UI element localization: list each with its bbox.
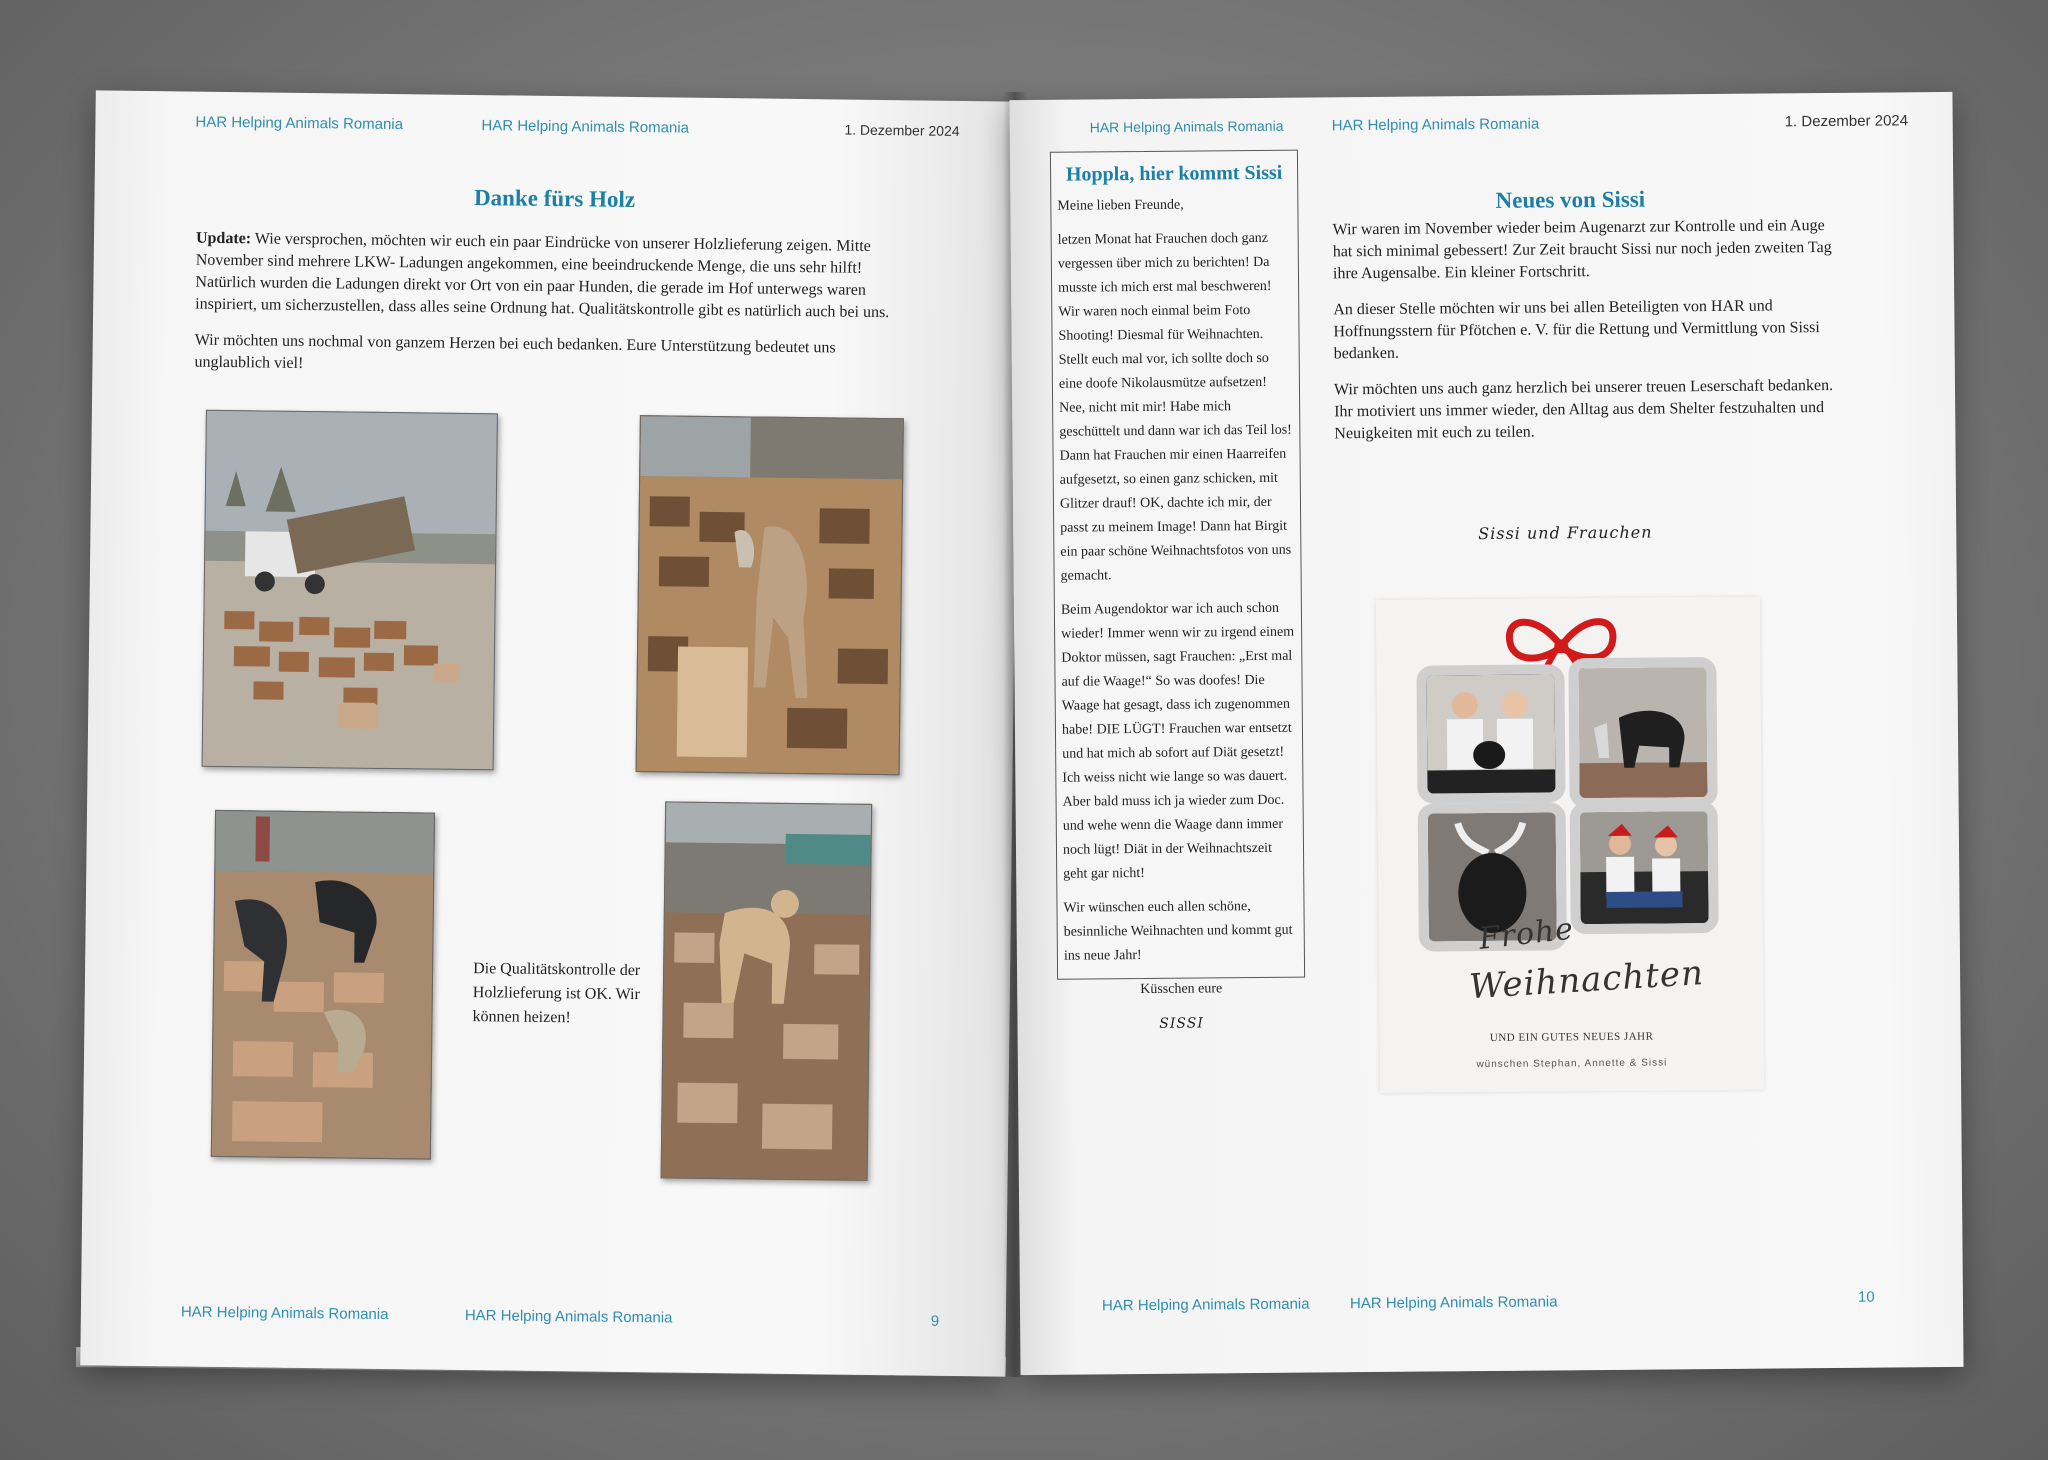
footer-brand-2: HAR Helping Animals Romania	[464, 1306, 673, 1327]
christmas-card	[1376, 597, 1764, 1093]
photo-couple-dog	[1416, 664, 1565, 803]
photo-light-dog	[661, 801, 873, 1181]
paragraph-thanks: Wir möchten uns nochmal von ganzem Herzen bei euch bedanken. Eure Unterstützung bedeutet uns unglaublich viel!	[194, 331, 836, 372]
paragraph-update: Update: Wie versprochen, möchten wir euch ein paar Eindrücke von unserer Holzlieferung zeigen. Mitte November sind mehrere LKW- Ladungen angekommen, eine beeindruckende Menge, die uns sehr hilft! Natürlich wurden die Ladungen direkt vor Ort von ein paar Hunden, die gerade im Hof unterwegs waren inspiriert, um sicherzustellen, dass alles seine Ordnung hat. Qualitätskontrolle gibt es natürlich auch bei uns.	[195, 229, 890, 322]
photo-black-dogs	[211, 810, 435, 1160]
news-paragraph-3: Wir möchten uns auch ganz herzlich bei unserer treuen Leserschaft bedanken. Ihr motiviert uns immer wieder, den Alltag aus dem Shelter festzuhalten und Neuigkeiten mit euch zu teilen.	[1333, 376, 1834, 443]
news-title: Neues von Sissi	[1495, 186, 1646, 213]
card-script-frohe: Frohe	[1477, 911, 1576, 957]
header-date: 1. Dezember 2024	[844, 121, 960, 139]
woodpile-photo-illustration	[637, 416, 903, 774]
header-brand-2: HAR Helping Animals Romania	[1331, 115, 1540, 135]
sissi-greeting: Meine lieben Freunde,	[1057, 197, 1184, 214]
article-body	[194, 228, 916, 397]
news-body	[1333, 215, 1835, 459]
header-brand-2: HAR Helping Animals Romania	[481, 117, 690, 137]
photo-caption: Die Qualitätskontrolle der Holzlieferung ist OK. Wir können heizen!	[472, 960, 641, 1027]
page-number: 10	[1857, 1288, 1875, 1306]
news-paragraph-1: Wir waren im November wieder beim Augenarzt zur Kontrolle und ein Auge hat sich minimal gebessert! Zur Zeit braucht Sissi nur noch jeden zweiten Tag ihre Augensalbe. Ein kleiner Fortschritt.	[1332, 217, 1832, 283]
news-paragraph-2: An dieser Stelle möchten wir uns bei allen Beteiligten von HAR und Hoffnungsstern für Pfötchen e. V. für die Rettung und Vermittlung von Sissi bedanken.	[1333, 297, 1820, 363]
page-number: 9	[930, 1312, 940, 1330]
header-brand-1: HAR Helping Animals Romania	[195, 113, 404, 134]
photo-truck-wood	[202, 410, 498, 771]
header-date: 1. Dezember 2024	[1784, 112, 1909, 131]
sissi-signature: SISSI	[1159, 1015, 1204, 1032]
photo-couple-hats	[1570, 801, 1719, 934]
update-label: Update:	[195, 229, 252, 248]
page-title: Danke fürs Holz	[473, 185, 636, 212]
card-line-new-year: UND EIN GUTES NEUES JAHR	[1489, 1030, 1654, 1044]
card-line-signatures: wünschen Stephan, Annette & Sissi	[1476, 1057, 1668, 1071]
header-brand-1: HAR Helping Animals Romania	[1089, 117, 1284, 136]
sissi-letter-box	[1050, 150, 1305, 1032]
news-signature: Sissi und Frauchen	[1478, 522, 1653, 544]
truck-photo-illustration	[203, 411, 497, 770]
footer-brand-2: HAR Helping Animals Romania	[1349, 1293, 1558, 1313]
sissi-paragraph-1: letzen Monat hat Frauchen doch ganz vergessen über mich zu berichten! Da musste ich mich erst mal beschweren! Wir waren noch einmal beim Foto Shooting! Diesmal für Weihnachten. Stellt euch mal vor, ich sollte doch so eine doofe Nikolausmütze aufsetzen! Nee, nicht mit mir! Habe mich geschüttelt und dann war ich das Teil los! Dann hat Frauchen mir einen Haarreifen aufgesetzt, so einen ganz schicken, mit Glitzer drauf! OK, dachte ich mir, der passt zu meinem Image! Dann hat Birgit ein paar schöne Weihnachtsfotos von uns gemacht.	[1057, 230, 1292, 584]
footer-brand-1: HAR Helping Animals Romania	[1101, 1295, 1310, 1315]
photo-dogs-woodpile	[636, 415, 904, 775]
footer-brand-1: HAR Helping Animals Romania	[180, 1303, 389, 1324]
card-script-weihnachten: Weihnachten	[1468, 953, 1706, 1008]
black-dogs-illustration	[212, 811, 434, 1159]
sissi-paragraph-3: Wir wünschen euch allen schöne, besinnliche Weihnachten und kommt gut ins neue Jahr!	[1063, 899, 1293, 964]
sissi-paragraph-2: Beim Augendoktor war ich auch schon wieder! Immer wenn wir zu irgend einem Doktor müssen, sagt Frauchen: „Erst mal auf die Waage!“ So was doofes! Die Waage hat gesagt, dass ich zugenommen habe! DIE LÜGT! Frauchen war entsetzt und hat mich ab sofort auf Diät gesetzt! Ich weiss nicht wie lange so was dauert. Aber bald muss ich ja wieder zum Doc. und wehe wenn die Waage dann immer noch lügt! Diät in der Weihnachtszeit geht gar nicht!	[1060, 600, 1295, 882]
photo-dog-deer	[1568, 657, 1717, 808]
page-9	[80, 90, 1021, 1376]
sissi-box-title: Hoppla, hier kommt Sissi	[1065, 161, 1283, 186]
sissi-closing: Küsschen eure	[1140, 981, 1223, 998]
sissi-letter-text	[1051, 193, 1304, 1037]
light-dog-illustration	[662, 802, 872, 1179]
page-10	[1009, 92, 1963, 1375]
